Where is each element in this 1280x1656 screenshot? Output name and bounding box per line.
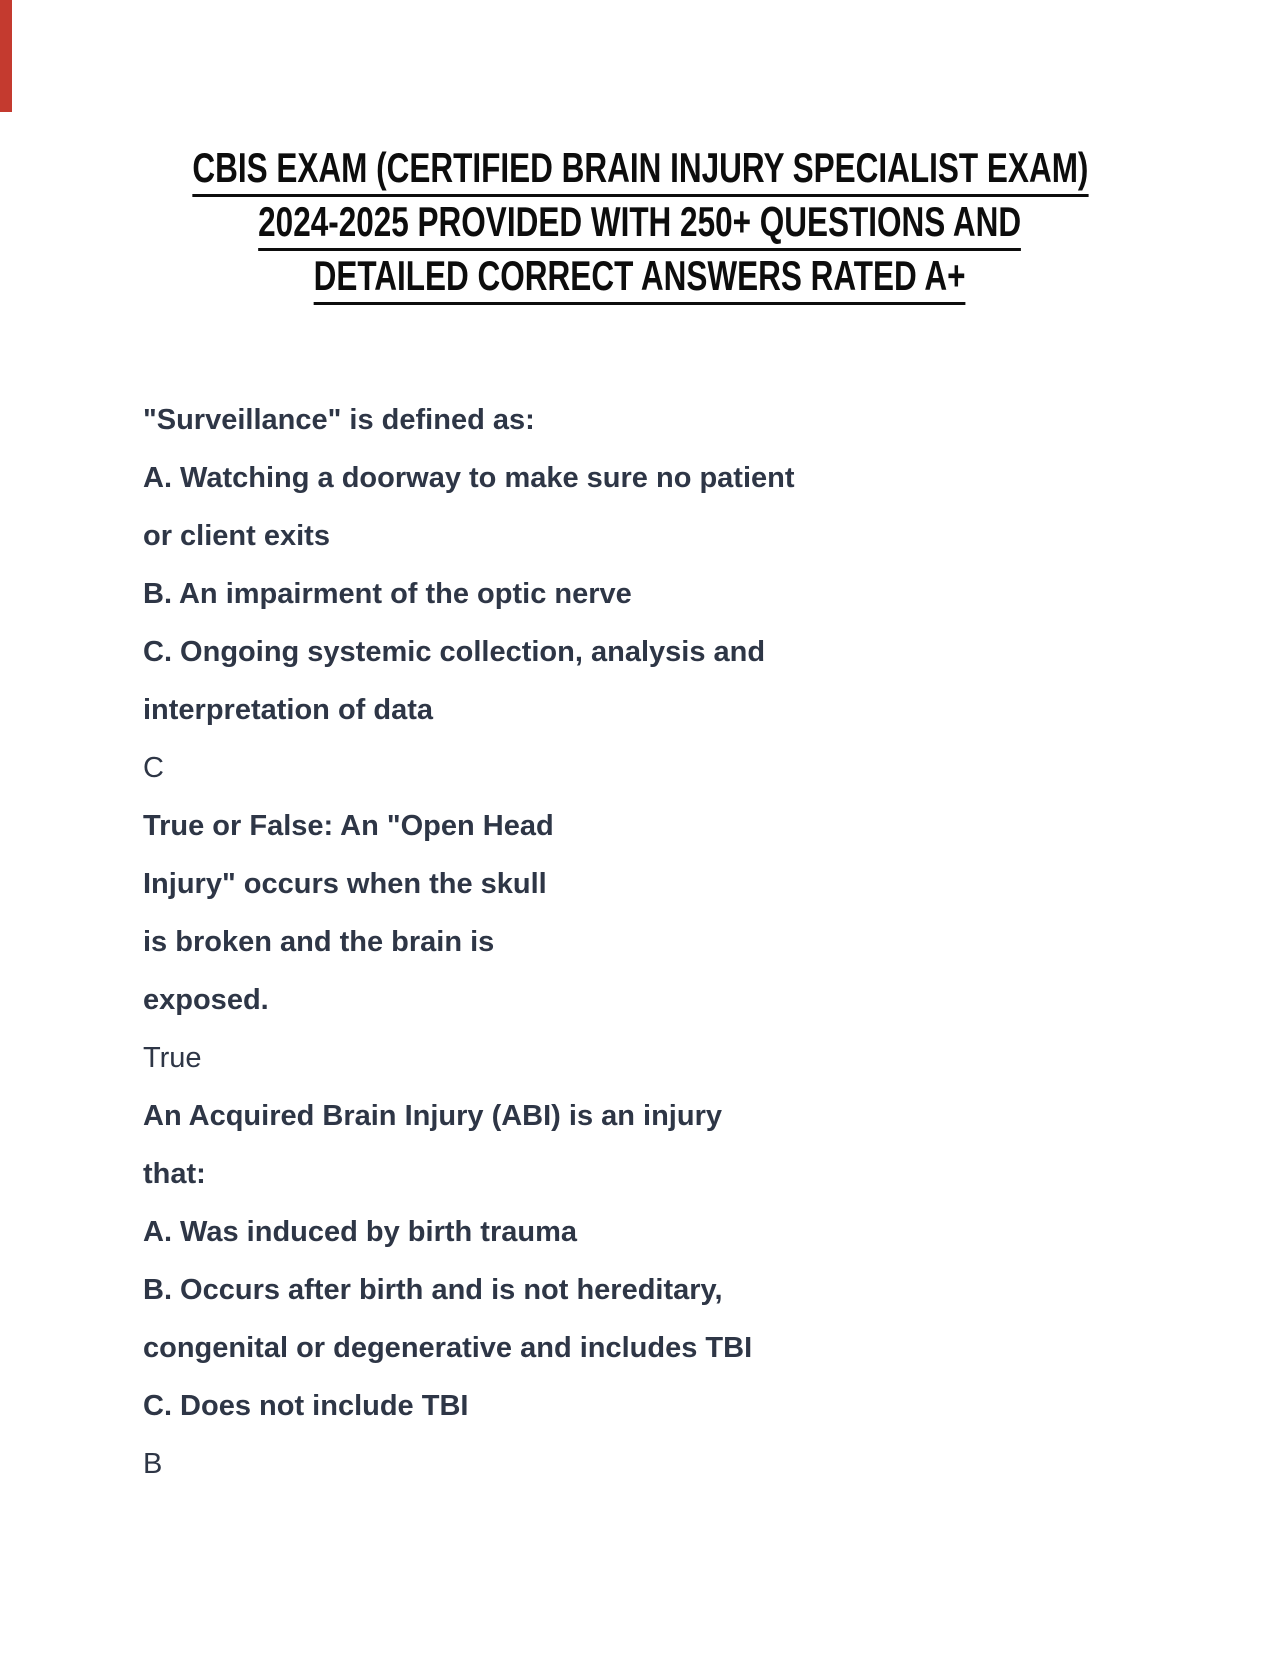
option-line: C. Does not include TBI <box>143 1390 469 1422</box>
answer-line: B <box>143 1448 163 1480</box>
option-line: B. Occurs after birth and is not hereditary, <box>143 1274 723 1306</box>
question-line: True or False: An "Open Head <box>143 810 554 842</box>
option-line: C. Ongoing systemic collection, analysis and <box>143 636 766 668</box>
title-line-1 <box>0 141 1280 195</box>
red-marker-stripe <box>0 0 12 112</box>
option-line: A. Was induced by birth trauma <box>143 1216 577 1248</box>
question-line: An Acquired Brain Injury (ABI) is an injury <box>143 1100 722 1132</box>
question-line: "Surveillance" is defined as: <box>143 404 535 436</box>
option-line: congenital or degenerative and includes TBI <box>143 1332 753 1364</box>
answer-line: C <box>143 752 164 784</box>
question-line: is broken and the brain is <box>143 926 495 958</box>
question-line: that: <box>143 1158 206 1190</box>
question-line: Injury" occurs when the skull <box>143 868 547 900</box>
option-line: interpretation of data <box>143 694 434 726</box>
question-line: exposed. <box>143 984 269 1016</box>
question-answer-list <box>143 391 1220 1493</box>
title-line-2 <box>0 195 1280 249</box>
option-line: A. Watching a doorway to make sure no patient <box>143 462 795 494</box>
title-line-2-text: 2024-2025 PROVIDED WITH 250+ QUESTIONS AND <box>259 198 1022 251</box>
title-line-1-text: CBIS EXAM (CERTIFIED BRAIN INJURY SPECIALIST EXAM) <box>192 144 1088 197</box>
option-line: or client exits <box>143 520 330 552</box>
option-line: B. An impairment of the optic nerve <box>143 578 632 610</box>
title-line-3 <box>0 249 1280 303</box>
title-line-3-text: DETAILED CORRECT ANSWERS RATED A+ <box>314 252 966 305</box>
document-title <box>0 141 1280 303</box>
answer-line: True <box>143 1042 202 1074</box>
